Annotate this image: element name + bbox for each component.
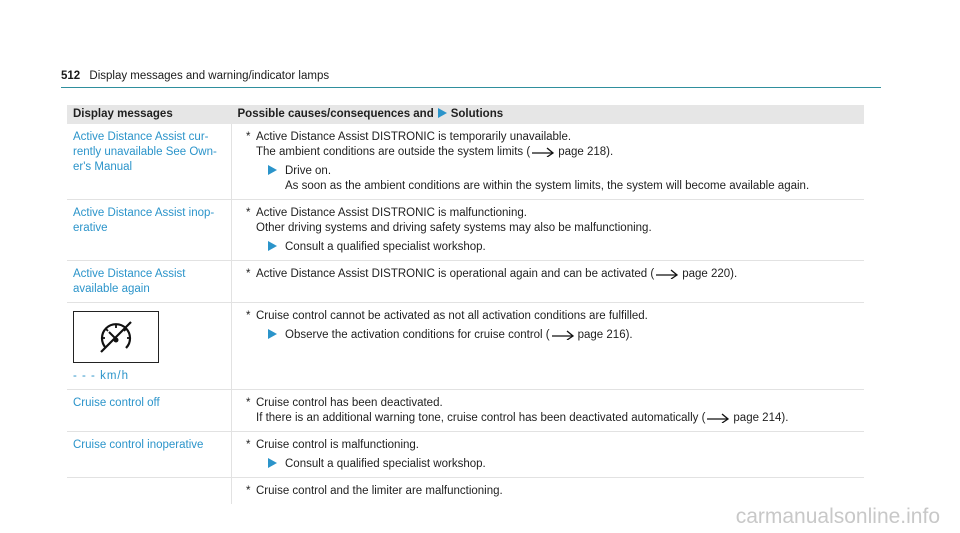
- message-line: available again: [73, 283, 150, 295]
- header-divider: [61, 87, 881, 88]
- speedometer-icon: [73, 311, 159, 363]
- message-cell: [67, 200, 232, 261]
- page-reference-link[interactable]: page 214).: [733, 412, 789, 424]
- column-header-solutions: [232, 105, 865, 124]
- cause-cell: [232, 261, 865, 303]
- message-line: Active Distance Assist inop-: [73, 207, 215, 219]
- cause-cell: [232, 200, 865, 261]
- action-subtext: As soon as the ambient conditions are within the system limits, the system will become available again.: [285, 180, 810, 192]
- bullet-star-icon: *: [246, 268, 251, 280]
- bullet-star-icon: *: [246, 131, 251, 143]
- page-title: Display messages and warning/indicator lamps: [89, 70, 330, 82]
- bullet-star-icon: *: [246, 485, 251, 497]
- message-line: Cruise control inoperative: [73, 439, 204, 451]
- cause-cell: [232, 124, 865, 200]
- action-text: Consult a qualified specialist workshop.: [285, 241, 486, 253]
- detail-text: The ambient conditions are outside the system limits (: [256, 146, 531, 158]
- cause-text: Active Distance Assist DISTRONIC is malfunctioning.: [256, 207, 527, 219]
- action-arrow-icon: [268, 329, 277, 339]
- cause-text: Cruise control is malfunctioning.: [256, 439, 419, 451]
- page-reference-link[interactable]: page 218).: [558, 146, 614, 158]
- play-arrow-icon: [438, 108, 447, 118]
- bullet-star-icon: *: [246, 310, 251, 322]
- action-arrow-icon: [268, 458, 277, 468]
- table-row: [67, 303, 864, 390]
- page-reference-arrow-icon: [552, 329, 576, 340]
- table-header-row: [67, 105, 864, 124]
- message-cell: [67, 261, 232, 303]
- message-cell: [67, 478, 232, 505]
- message-cell: [67, 303, 232, 390]
- table-row: [67, 390, 864, 432]
- action-text: Consult a qualified specialist workshop.: [285, 458, 486, 470]
- action-text: Drive on.: [285, 165, 332, 177]
- table-row: [67, 200, 864, 261]
- page-reference-arrow-icon: [532, 146, 556, 157]
- message-line: erative: [73, 222, 108, 234]
- cause-cell: [232, 303, 865, 390]
- display-messages-table: [67, 105, 864, 504]
- column-header-messages: Display messages: [67, 105, 232, 124]
- message-cell: [67, 124, 232, 200]
- page-reference-link[interactable]: page 216).: [577, 329, 633, 341]
- message-cell: [67, 390, 232, 432]
- action-text: Observe the activation conditions for cruise control (: [285, 329, 550, 341]
- table-row: [67, 478, 864, 505]
- column-header-solutions-label: Solutions: [450, 108, 504, 120]
- speed-readout: - - - km/h: [73, 370, 129, 382]
- page-reference-link[interactable]: page 220).: [682, 268, 738, 280]
- cause-text: Cruise control cannot be activated as not all activation conditions are fulfilled.: [256, 310, 648, 322]
- cause-cell: [232, 390, 865, 432]
- cause-text: Cruise control and the limiter are malfunctioning.: [256, 485, 503, 497]
- message-line: Active Distance Assist: [73, 268, 186, 280]
- page-header: [61, 70, 329, 82]
- message-line: rently unavailable See Own-: [73, 146, 217, 158]
- detail-text: Other driving systems and driving safety systems may also be malfunctioning.: [256, 222, 652, 234]
- detail-text: If there is an additional warning tone, cruise control has been deactivated automatically (: [256, 412, 706, 424]
- watermark: carmanualsonline.info: [735, 505, 940, 528]
- cause-cell: [232, 478, 865, 505]
- action-arrow-icon: [268, 241, 277, 251]
- table-row: [67, 261, 864, 303]
- table-row: [67, 124, 864, 200]
- cause-text: Cruise control has been deactivated.: [256, 397, 443, 409]
- table-row: [67, 432, 864, 478]
- message-line: Active Distance Assist cur-: [73, 131, 209, 143]
- action-arrow-icon: [268, 165, 277, 175]
- column-header-causes: Possible causes/consequences and: [237, 108, 434, 120]
- page-number: 512: [61, 70, 81, 82]
- cause-text: Active Distance Assist DISTRONIC is operational again and can be activated (: [256, 268, 655, 280]
- bullet-star-icon: *: [246, 397, 251, 409]
- cause-cell: [232, 432, 865, 478]
- page-reference-arrow-icon: [707, 412, 731, 423]
- message-line: er's Manual: [73, 161, 133, 173]
- bullet-star-icon: *: [246, 439, 251, 451]
- bullet-star-icon: *: [246, 207, 251, 219]
- message-line: Cruise control off: [73, 397, 160, 409]
- page-reference-arrow-icon: [656, 268, 680, 279]
- message-cell: [67, 432, 232, 478]
- cause-text: Active Distance Assist DISTRONIC is temporarily unavailable.: [256, 131, 572, 143]
